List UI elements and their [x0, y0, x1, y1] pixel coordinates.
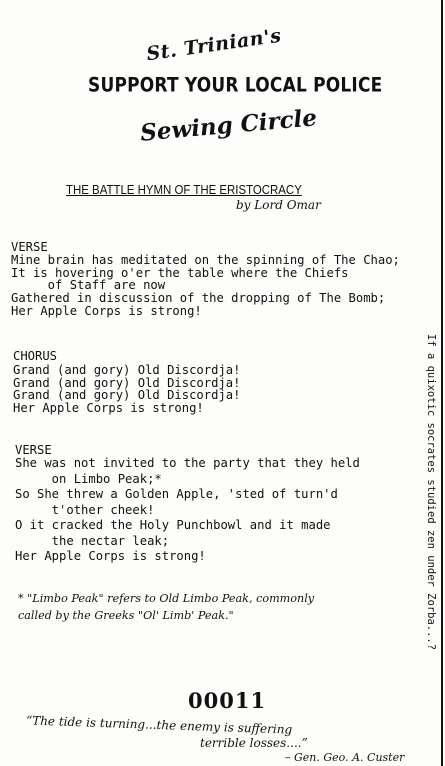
chorus-line: Grand (and gory) Old Discordja!	[13, 388, 241, 403]
chorus-line: Grand (and gory) Old Discordja!	[13, 375, 241, 390]
verse-line: on Limbo Peak;*	[15, 471, 162, 486]
footnote-line: called by the Greeks "Ol' Limb' Peak."	[18, 609, 234, 622]
verse-line: So She threw a Golden Apple, 'sted of turn'd	[15, 487, 338, 501]
chorus-block	[13, 364, 240, 415]
verse2-label: VERSE	[15, 443, 52, 457]
verse1-label: VERSE	[11, 240, 48, 254]
poem-byline: by Lord Omar	[236, 198, 321, 212]
verse-line: It is hovering o'er the table where the Chiefs	[11, 265, 349, 280]
chorus-line: Grand (and gory) Old Discordja!	[13, 363, 241, 377]
chorus-line: Her Apple Corps is strong!	[13, 401, 204, 416]
verse-line: O it cracked the Holy Punchbowl and it made	[15, 518, 331, 532]
verse-line: She was not invited to the party that they held	[15, 456, 360, 470]
verse-line: the nectar leak;	[15, 533, 170, 548]
verse-line: of Staff are now	[11, 278, 166, 293]
verse-line: Her Apple Corps is strong!	[15, 549, 206, 563]
right-border-line	[441, 0, 443, 766]
header-sewing-circle: Sewing Circle	[139, 104, 318, 147]
custer-quote-line2: terrible losses....”	[200, 736, 308, 750]
verse1-block	[11, 254, 400, 318]
header-support-police: SUPPORT YOUR LOCAL POLICE	[88, 74, 383, 97]
poem-title: THE BATTLE HYMN OF THE ERISTOCRACY	[66, 182, 302, 197]
verse2-block	[15, 456, 360, 565]
verse-line: Her Apple Corps is strong!	[11, 303, 202, 318]
header-st-trinians: St. Trinian's	[145, 24, 283, 66]
page-number: 00011	[188, 688, 267, 713]
custer-attribution: – Gen. Geo. A. Custer	[285, 751, 405, 764]
side-margin-text: If a quixotic socrates studied zen under Zorba...?	[425, 334, 437, 651]
custer-quote-line1: “The tide is turning...the enemy is suffering	[25, 713, 293, 737]
footnote-line: * "Limbo Peak" refers to Old Limbo Peak, commonly	[18, 592, 315, 605]
verse-line: Gathered in discussion of the dropping of The Bomb;	[11, 291, 386, 306]
footnote	[18, 590, 314, 624]
verse-line: Mine brain has meditated on the spinning of The Chao;	[11, 253, 400, 267]
chorus-label: CHORUS	[13, 349, 58, 363]
verse-line: t'other cheek!	[15, 502, 155, 517]
